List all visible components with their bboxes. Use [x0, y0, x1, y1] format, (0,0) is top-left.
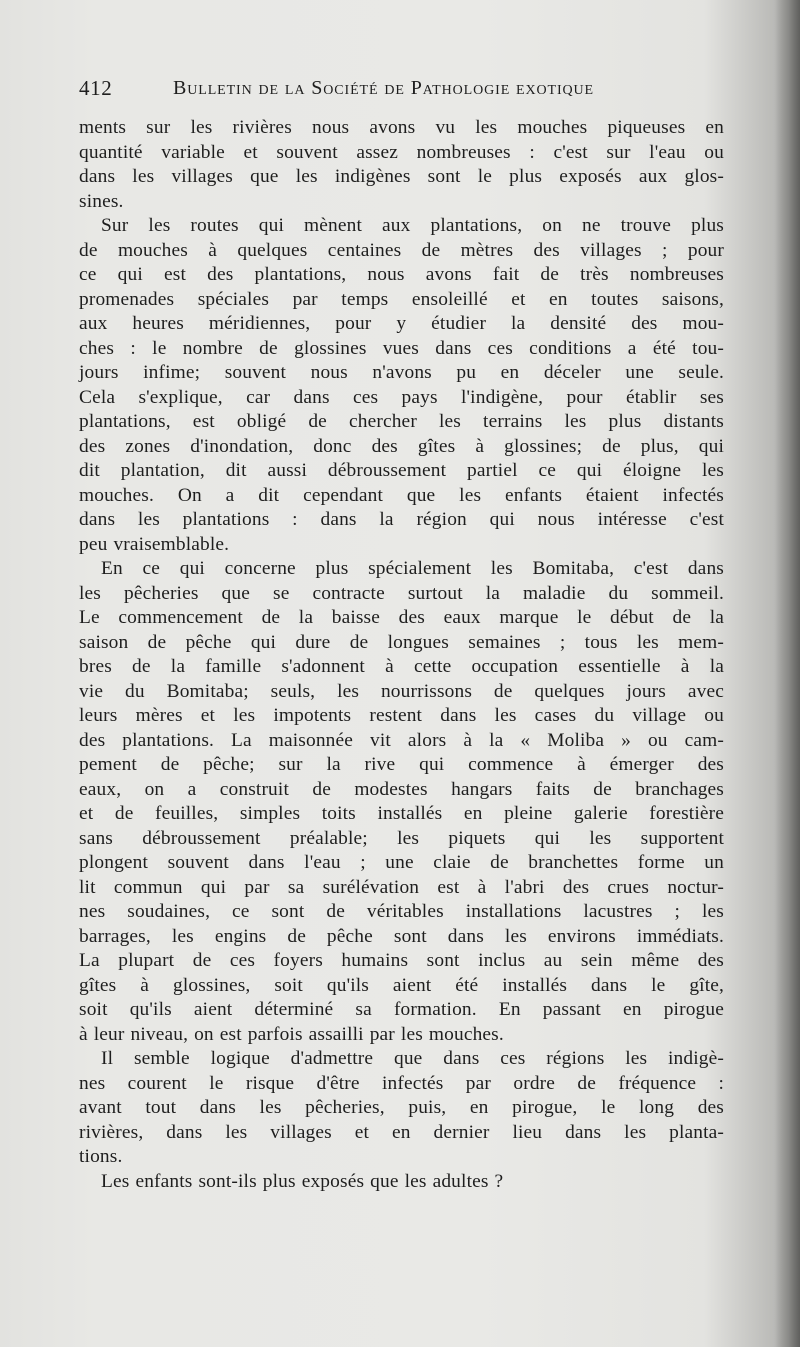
text-line: leurs mères et les impotents restent dans les cases du village ou: [79, 705, 724, 726]
running-title: Bulletin de la Société de Pathologie exotique: [173, 77, 595, 99]
text-line: sans débroussement préalable; les piquets qui les supportent: [79, 827, 724, 849]
paragraph-first-line: Les enfants sont-ils plus exposés que les adultes ?: [101, 1170, 504, 1192]
text-line: dans les villages que les indigènes sont le plus exposés aux glos-: [79, 166, 724, 187]
paragraph-first-line: En ce qui concerne plus spécialement les Bomitaba, c'est dans: [101, 558, 724, 579]
text-line: eaux, on a construit de modestes hangars faits de branchages: [79, 778, 724, 800]
running-header: [79, 76, 719, 108]
text-line: plongent souvent dans l'eau ; une claie de branchettes forme un: [79, 852, 724, 873]
text-line: promenades spéciales par temps ensoleillé et en toutes saisons,: [79, 288, 724, 310]
page-edge-shadow: [774, 0, 800, 1347]
text-line: les pêcheries que se contracte surtout la maladie du sommeil.: [79, 582, 724, 604]
text-line: de mouches à quelques centaines de mètres des villages ; pour: [79, 239, 724, 261]
text-line: ments sur les rivières nous avons vu les mouches piqueuses en: [79, 117, 724, 138]
text-line: bres de la famille s'adonnent à cette occupation essentielle à la: [79, 656, 724, 677]
text-line: saison de pêche qui dure de longues semaines ; tous les mem-: [79, 631, 724, 653]
text-line: tions.: [79, 1146, 123, 1167]
text-line: quantité variable et souvent assez nombreuses : c'est sur l'eau ou: [79, 141, 724, 163]
article-body: [79, 116, 724, 1194]
text-line: rivières, dans les villages et en dernier lieu dans les planta-: [79, 1121, 724, 1143]
text-line: lit commun qui par sa surélévation est à l'abri des crues noctur-: [79, 876, 724, 898]
text-line: avant tout dans les pêcheries, puis, en pirogue, le long des: [79, 1097, 724, 1118]
text-line: mouches. On a dit cependant que les enfants étaient infectés: [79, 484, 724, 506]
text-line: ce qui est des plantations, nous avons fait de très nombreuses: [79, 264, 724, 285]
text-line: nes soudaines, ce sont de véritables installations lacustres ; les: [79, 901, 724, 922]
text-line: soit qu'ils aient déterminé sa formation. En passant en pirogue: [79, 999, 724, 1020]
text-line: jours infime; souvent nous n'avons pu en déceler une seule.: [79, 362, 724, 383]
text-line: barrages, les engins de pêche sont dans les environs immédiats.: [79, 925, 724, 947]
text-line: gîtes à glossines, soit qu'ils aient été installés dans le gîte,: [79, 974, 724, 996]
text-line: Cela s'explique, car dans ces pays l'indigène, pour établir ses: [79, 386, 724, 408]
text-line: Le commencement de la baisse des eaux marque le début de la: [79, 607, 724, 628]
text-line: à leur niveau, on est parfois assailli par les mouches.: [79, 1023, 504, 1045]
text-line: des plantations. La maisonnée vit alors à la « Moliba » ou cam-: [79, 729, 724, 751]
paragraph-first-line: Il semble logique d'admettre que dans ces régions les indigè-: [101, 1048, 724, 1069]
text-line: vie du Bomitaba; seuls, les nourrissons de quelques jours avec: [79, 680, 724, 702]
page-number: 412: [79, 76, 113, 100]
text-line: des zones d'inondation, donc des gîtes à glossines; de plus, qui: [79, 435, 724, 457]
text-line: et de feuilles, simples toits installés en pleine galerie forestière: [79, 803, 724, 824]
text-line: dans les plantations : dans la région qui nous intéresse c'est: [79, 509, 724, 530]
paragraph-first-line: Sur les routes qui mènent aux plantations, on ne trouve plus: [101, 215, 724, 236]
text-line: pement de pêche; sur la rive qui commence à émerger des: [79, 754, 724, 775]
text-line: sines.: [79, 190, 124, 212]
text-line: ches : le nombre de glossines vues dans ces conditions a été tou-: [79, 337, 724, 359]
text-line: nes courent le risque d'être infectés par ordre de fréquence :: [79, 1072, 724, 1094]
text-line: peu vraisemblable.: [79, 533, 230, 555]
text-line: aux heures méridiennes, pour y étudier la densité des mou-: [79, 313, 724, 334]
text-line: La plupart de ces foyers humains sont inclus au sein même des: [79, 950, 724, 971]
text-line: dit plantation, dit aussi débroussement partiel ce qui éloigne les: [79, 460, 724, 481]
text-line: plantations, est obligé de chercher les terrains les plus distants: [79, 411, 724, 432]
